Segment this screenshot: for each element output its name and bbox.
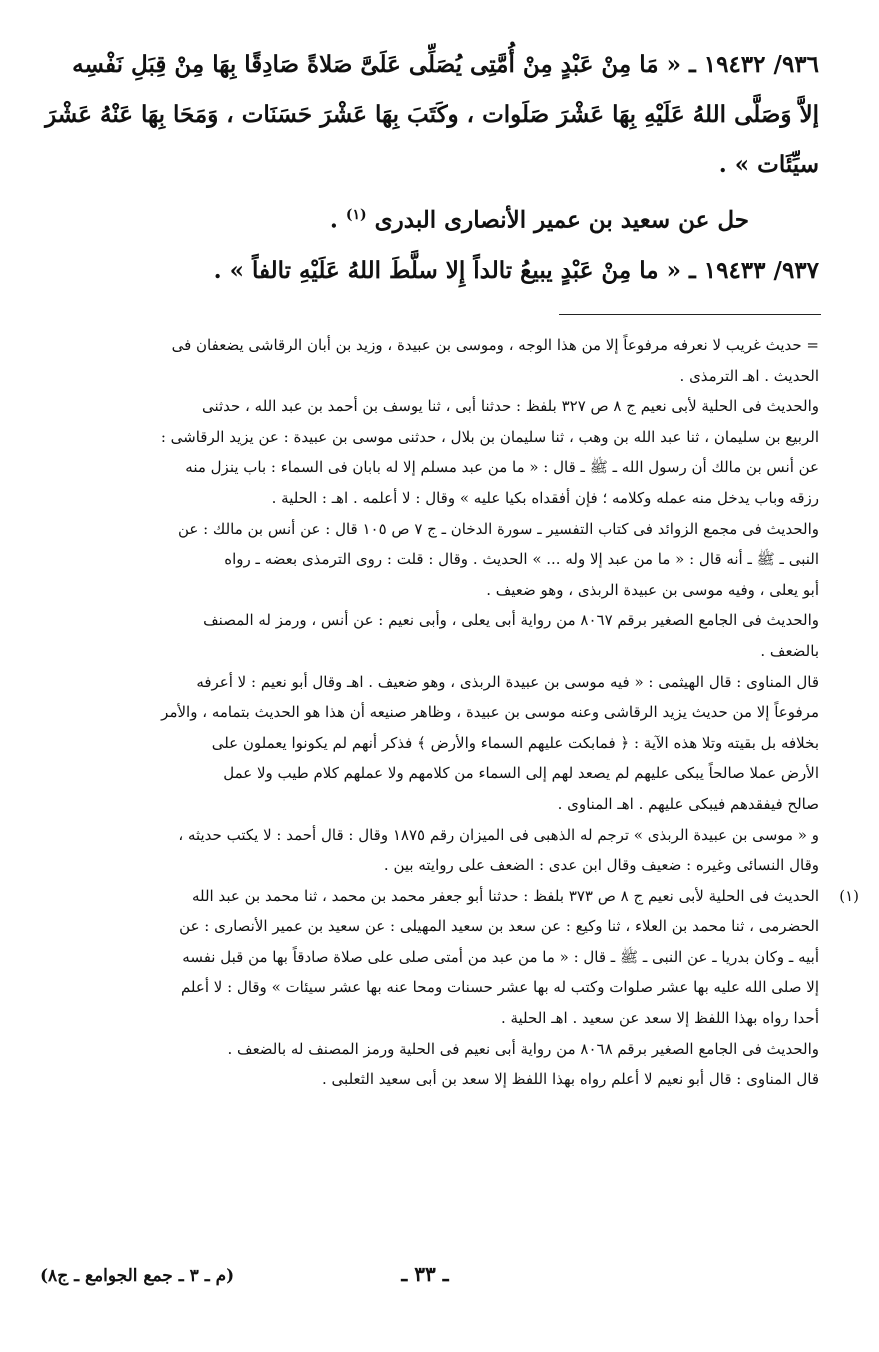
note-line: وقال النسائى وغيره : ضعيف وقال ابن عدى : الضعف على روايته بين .: [383, 856, 819, 875]
footnote-ref: (١): [345, 207, 367, 223]
page-number: ـ ٣٣ ـ: [401, 1262, 449, 1286]
footnote-1-marker: (١): [839, 886, 859, 905]
source-end: .: [329, 206, 338, 234]
note-line: = حديث غريب لا نعرفه مرفوعاً إلا من هذا الوجه ، وموسى بن عبيدة ، وزيد بن أبان الرقاشى يضعفان فى: [171, 336, 819, 354]
main-hadith-text: [40, 40, 819, 296]
footnote-1: [40, 881, 859, 1095]
footnote-line: الحديث فى الحلية لأبى نعيم ج ٨ ص ٣٧٣ بلفظ : حدثنا أبو جعفر محمد بن محمد ، ثنا محمد بن عبد الله: [191, 886, 819, 905]
note-line: بخلافه بل بقيته وتلا هذه الآية : ﴿ فمابكت عليهم السماء والأرض ﴾ فذكر أنهم لم يكونوا يعملون على: [211, 733, 819, 752]
note-line: والحديث فى الجامع الصغير برقم ٨٠٦٧ من رواية أبى يعلى ، وأبى نعيم : عن أنس ، ورمز له المصنف: [203, 611, 819, 630]
footnote-line: قال المناوى : قال أبو نعيم لا أعلم رواه بهذا اللفظ إلا سعد بن أبى سعيد الثعلبى .: [322, 1070, 819, 1089]
footnotes: [40, 330, 859, 1095]
note-line: و « موسى بن عبيدة الربذى » ترجم له الذهبى فى الميزان رقم ١٨٧٥ وقال : قال أحمد : لا يكتب حديثه ،: [178, 825, 819, 844]
signature-mark: (م ـ ٣ ـ جمع الجوامع ـ ج٨): [40, 1266, 235, 1286]
note-line: والحديث فى مجمع الزوائد فى كتاب التفسير ـ سورة الدخان ـ ج ٧ ص ١٠٥ قال : عن أنس بن مالك : عن: [177, 519, 819, 538]
footnote-line: والحديث فى الجامع الصغير برقم ٨٠٦٨ من رواية أبى نعيم فى الحلية ورمز المصنف له بالضعف .: [227, 1039, 819, 1058]
hadith-937: ٩٣٧/ ١٩٤٣٣ ـ « ما مِنْ عَبْدٍ يبيعُ تالداً إِلا سلَّطَ اللهُ عَلَيْهِ تالفاً » .: [213, 256, 819, 284]
note-line: عن أنس بن مالك أن رسول الله ـ ﷺ ـ قال : « ما من عبد مسلم إلا له بابان فى السماء : باب ينزل منه: [185, 458, 819, 477]
note-line: الأرض عملا صالحاً يبكى عليهم لم يصعد لهم إلى السماء من كلامهم ولا عملهم كلام طيب ولا عمل: [223, 764, 819, 783]
note-line: والحديث فى الحلية لأبى نعيم ج ٨ ص ٣٢٧ بلفظ : حدثنا أبى ، ثنا يوسف بن أحمد بن عبد الله ، حدثنى: [201, 397, 819, 416]
footnote-line: الحضرمى ، ثنا محمد بن العلاء ، ثنا وكيع : عن سعد بن سعيد المهيلى : عن سعيد بن عمير الأنصارى : عن: [179, 917, 819, 936]
hadith-936-line-1: ٩٣٦/ ١٩٤٣٢ ـ « مَا مِنْ عَبْدٍ مِنْ أُمَّتِى يُصَلِّى عَلَىَّ صَلاةً صَادِقًا بِهَا مِنْ قِبَلِ نَفْسِه: [72, 51, 819, 78]
note-line: مرفوعاً إلا من حديث يزيد الرقاشى وعنه موسى بن عبيدة ، وظاهر صنيعه أن هذا هو الحديث بتمامه ، والأمر: [161, 703, 819, 722]
hadith-936-line-2: إلاَّ وَصَلَّى اللهُ عَلَيْهِ بِهَا عَشْرَ صَلَوات ، وكَتَبَ بِهَا عَشْرَ حَسَنَات ، وَمَحَا بِهَا عَنْهُ عَشْرَ: [45, 101, 819, 128]
note-line: الحديث . اهـ الترمذى .: [679, 366, 819, 385]
note-line: أبو يعلى ، وفيه موسى بن عبيدة الربذى ، وهو ضعيف .: [486, 580, 819, 599]
hadith-936-line-3: سيِّئَات » .: [718, 151, 819, 178]
footnote-line: أبيه ـ وكان بدريا ـ عن النبى ـ ﷺ ـ قال : « ما من عبد من أمتى صلى على صلاة صادقاً بها من قبل نفسه: [182, 947, 819, 966]
note-line: الربيع بن سليمان ، ثنا عبد الله بن وهب ، ثنا سليمان بن بلال ، حدثنى موسى بن عبيدة : عن يزيد الرقاشى :: [160, 427, 819, 446]
note-line: النبى ـ ﷺ ـ أنه قال : « ما من عبد إلا وله ... » الحديث . وقال : قلت : روى الترمذى بعضه ـ رواه: [224, 550, 819, 569]
note-line: صالح فيفقدهم فيبكى عليهم . اهـ المناوى .: [557, 794, 819, 813]
footnote-separator: [559, 314, 821, 315]
note-line: رزقه وباب يدخل منه عمله وكلامه ؛ فإن أفقداه بكيا عليه » وقال : لا أعلمه . اهـ : الحلية .: [271, 488, 819, 507]
footnote-line: إلا صلى الله عليه بها عشر صلوات وكتب له بها عشر حسنات ومحا عنه بها عشر سيئات » وقال : لا أعلم: [180, 978, 819, 997]
source-text: حل عن سعيد بن عمير الأنصارى البدرى: [374, 206, 749, 234]
hadith-936-source: [40, 190, 819, 246]
footnote-line: أحدا رواه بهذا اللفظ إلا سعد عن سعيد . اهـ الحلية .: [500, 1009, 819, 1028]
note-line: بالضعف .: [760, 641, 819, 660]
note-line: قال المناوى : قال الهيثمى : « فيه موسى بن عبيدة الربذى ، وهو ضعيف . اهـ وقال أبو نعيم : لا أعرفه: [196, 672, 819, 691]
